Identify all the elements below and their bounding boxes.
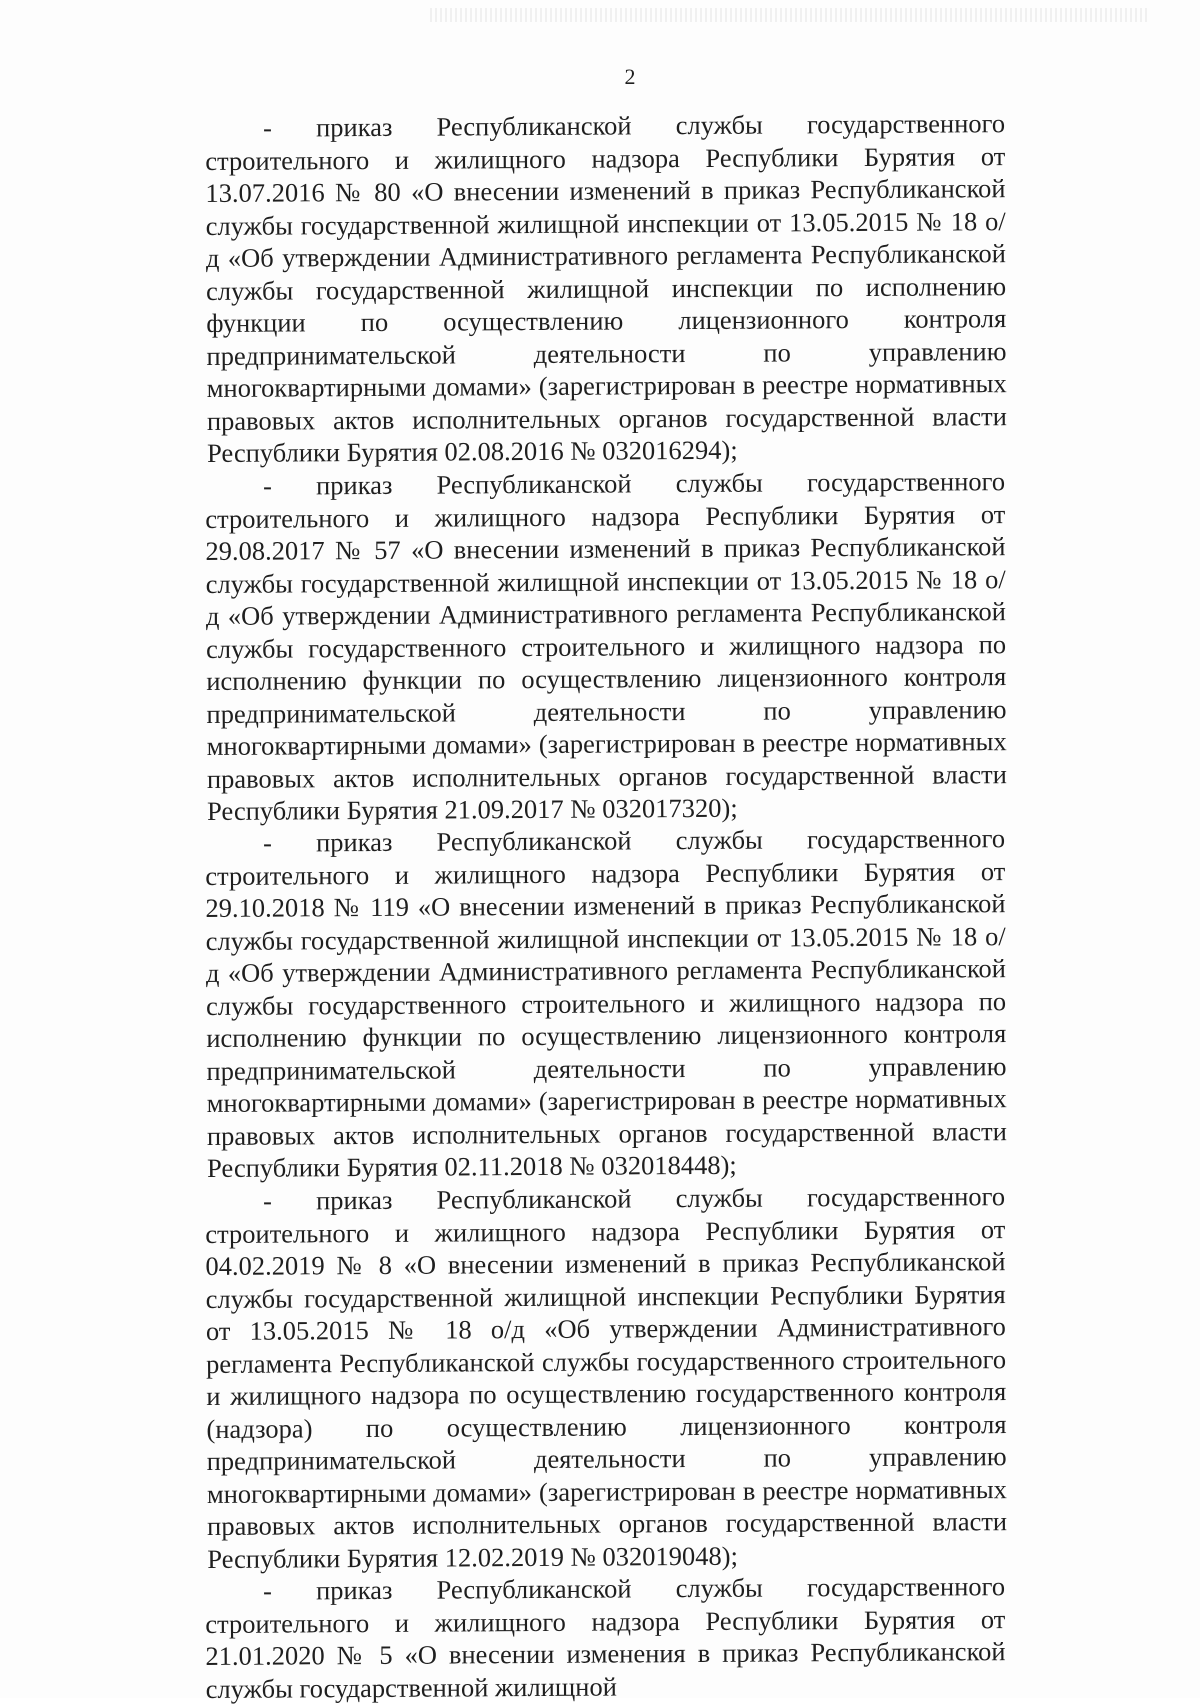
scan-edge-noise <box>430 8 1150 22</box>
paragraph-order-2020: - приказ Республиканской службы государственного строительного и жилищного надзора Республики Бурятия от 21.01.2020 № 5 «О внесении изменения в приказ Республиканской службы государственной жилищной <box>205 1570 1006 1703</box>
paragraph-order-2016: - приказ Республиканской службы государственного строительного и жилищного надзора Республики Бурятия от 13.07.2016 № 80 «О внесении изменений в приказ Республиканской службы государственной жилищной инспекции от 13.05.2015 № 18 о/д «Об утверждении Административного регламента Республиканской службы государственной жилищной инспекции по исполнению функции по осуществлению лицензионного контроля предпринимательской деятельности по управлению многоквартирными домами» (зарегистрирован в реестре нормативных правовых актов исполнительных органов государственной власти Республики Бурятия 02.08.2016 № 032016294); <box>205 108 1007 468</box>
paragraph-order-2019: - приказ Республиканской службы государственного строительного и жилищного надзора Республики Бурятия от 04.02.2019 № 8 «О внесении изменений в приказ Республиканской службы государственной жилищной инспекции Республики Бурятия от 13.05.2015 № 18 о/д «Об утверждении Административного регламента Республиканской службы государственного строительного и жилищного надзора по осуществлению государственного контроля (надзора) по осуществлению лицензионного контроля предпринимательской деятельности по управлению многоквартирными домами» (зарегистрирован в реестре нормативных правовых актов исполнительных органов государственной власти Республики Бурятия 12.02.2019 № 032019048); <box>205 1180 1008 1573</box>
paragraph-order-2018: - приказ Республиканской службы государственного строительного и жилищного надзора Республики Бурятия от 29.10.2018 № 119 «О внесении изменений в приказ Республиканской службы государственной жилищной инспекции от 13.05.2015 № 18 о/д «Об утверждении Административного регламента Республиканской службы государственного строительного и жилищного надзора по исполнению функции по осуществлению лицензионного контроля предпринимательской деятельности по управлению многоквартирными домами» (зарегистрирован в реестре нормативных правовых актов исполнительных органов государственной власти Республики Бурятия 02.11.2018 № 032018448); <box>205 823 1007 1183</box>
paragraph-order-2017: - приказ Республиканской службы государственного строительного и жилищного надзора Республики Бурятия от 29.08.2017 № 57 «О внесении изменений в приказ Республиканской службы государственной жилищной инспекции от 13.05.2015 № 18 о/д «Об утверждении Административного регламента Республиканской службы государственного строительного и жилищного надзора по исполнению функции по осуществлению лицензионного контроля предпринимательской деятельности по управлению многоквартирными домами» (зарегистрирован в реестре нормативных правовых актов исполнительных органов государственной власти Республики Бурятия 21.09.2017 № 032017320); <box>205 465 1007 826</box>
page-number: 2 <box>624 64 636 89</box>
document-body <box>205 108 1008 1705</box>
